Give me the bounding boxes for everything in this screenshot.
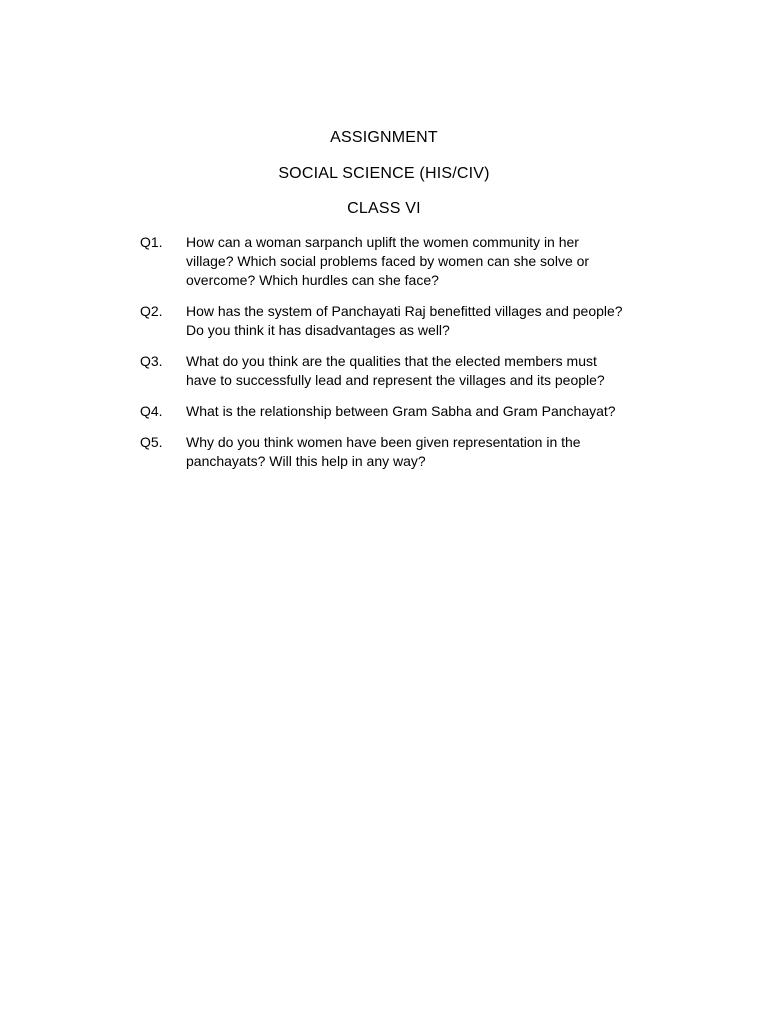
question-text: How can a woman sarpanch uplift the women community in her village? Which social problems faced by women can she solve or overcome? Which hurdles can she face? (186, 234, 590, 288)
question-text: How has the system of Panchayati Raj benefitted villages and people? Do you think it has disadvantages as well? (186, 303, 623, 338)
question-text: What do you think are the qualities that the elected members must have to successfully lead and represent the villages and its people? (186, 353, 605, 388)
subject-heading: SOCIAL SCIENCE (HIS/CIV) (278, 165, 490, 182)
question-item (140, 233, 700, 290)
question-list (140, 233, 700, 483)
question-number: Q2. (140, 303, 163, 319)
question-text: Why do you think women have been given representation in the panchayats? Will this help in any way? (186, 434, 581, 469)
document-title: ASSIGNMENT (330, 129, 438, 146)
question-number: Q3. (140, 353, 163, 369)
question-text: What is the relationship between Gram Sabha and Gram Panchayat? (186, 403, 616, 419)
question-number: Q1. (140, 234, 163, 250)
question-number: Q5. (140, 434, 163, 450)
class-heading: CLASS VI (347, 200, 421, 217)
question-item (140, 402, 700, 421)
question-item (140, 352, 700, 390)
question-number: Q4. (140, 403, 163, 419)
question-item (140, 302, 700, 340)
question-item (140, 433, 700, 471)
